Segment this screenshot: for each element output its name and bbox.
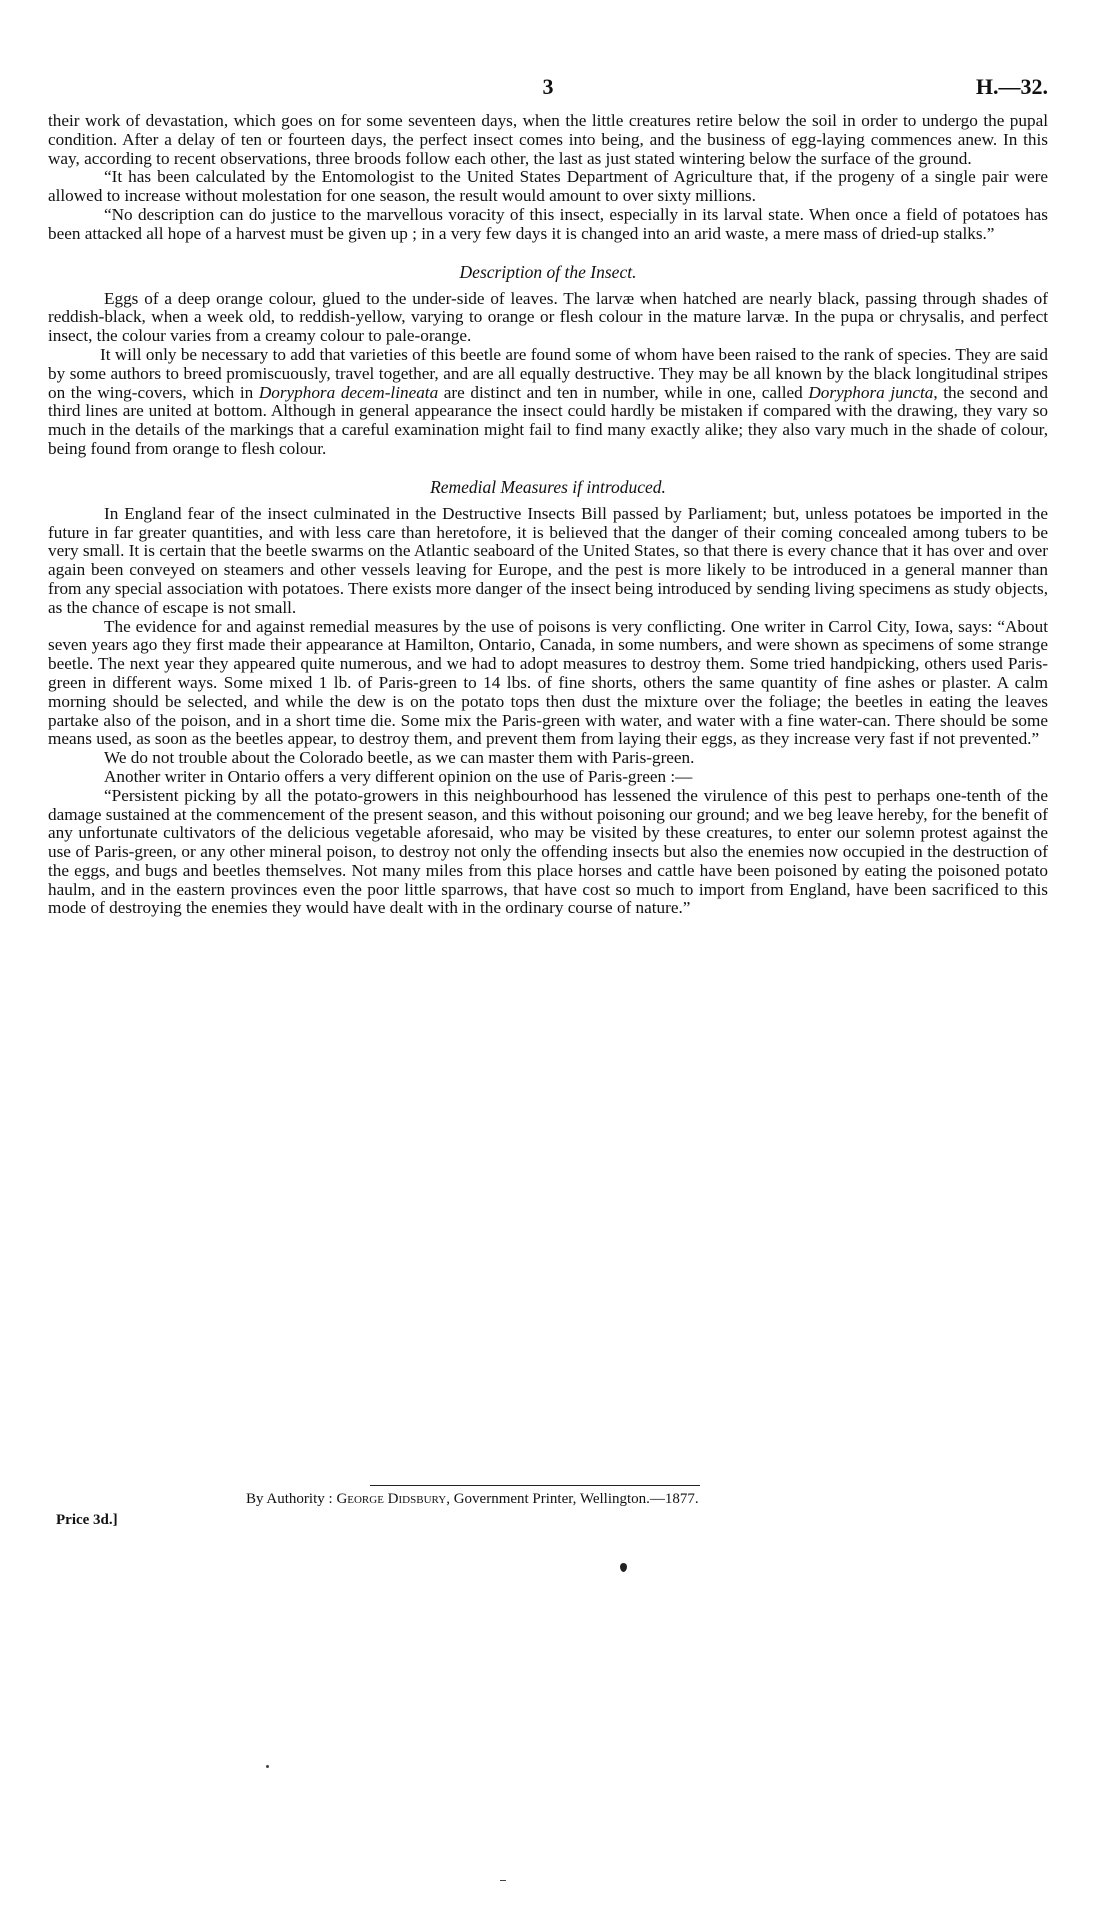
section-heading-remedial: Remedial Measures if introduced. <box>430 476 666 497</box>
species-name-decem-lineata: Doryphora decem-lineata <box>258 382 439 402</box>
printer-imprint <box>246 1491 699 1508</box>
printer-ornament-icon <box>620 1563 627 1572</box>
species-name-juncta: Doryphora juncta <box>808 382 934 402</box>
page-number: 3 <box>542 74 554 99</box>
paragraph-voracity-quote: “No description can do justice to the marvellous voracity of this insect, especially in its larval state. When once a field of potatoes has been attacked all hope of a harvest must be given up ; in a very few days it is changed into an arid waste, a mere mass of dried-up stalks.” <box>48 204 1048 243</box>
paragraph-england: In England fear of the insect culminated in the Destructive Insects Bill passed by Parliament; but, unless potatoes be imported in the future in far greater quantities, and with less care than heretofore, it is believed that the danger of their coming concealed among tubers to be very small. It is certain that the beetle swarms on the Atlantic seaboard of the United States, so that there is every chance that it has over and over again been conveyed on steamers and other vessels leaving for Europe, and the pest is more likely to be introduced in a general manner than from any special association with potatoes. There exists more danger of the insect being introduced by sending living specimens as study objects, as the chance of escape is not small. <box>48 503 1048 617</box>
imprint-suffix: , Government Printer, Wellington.—1877. <box>446 1491 699 1507</box>
body-text <box>48 112 1048 918</box>
imprint-prefix: By Authority : <box>246 1491 337 1507</box>
paragraph-ontario-writer: Another writer in Ontario offers a very different opinion on the use of Paris-green :— <box>104 766 693 786</box>
paragraph-varieties <box>48 346 1048 459</box>
ink-speck <box>266 1765 269 1768</box>
footer-divider <box>370 1485 700 1486</box>
varieties-text-3: , the second and third lines are united at bottom. Although in general appearance the insect could hardly be mistaken if compared with the drawing, they vary so much in the details of the markings that a careful examination might fail to find many exactly alike; they also vary much in the shade of colour, being found from orange to flesh colour. <box>48 382 1048 458</box>
printer-name: George Didsbury <box>336 1491 447 1507</box>
section-heading-description: Description of the Insect. <box>459 261 637 282</box>
page-header <box>48 74 1048 104</box>
document-reference: H.—32. <box>975 74 1048 99</box>
paragraph-continuation: their work of devastation, which goes on for some seventeen days, when the little creatures retire below the soil in order to undergo the pupal condition. After a delay of ten or fourteen days, the perfect insect comes into being, and the business of egg-laying commences anew. In this way, according to recent observations, three broods follow each other, the last as just stated wintering below the surface of the ground. <box>48 111 1048 168</box>
paragraph-colorado-beetle: We do not trouble about the Colorado beetle, as we can master them with Paris-green. <box>104 748 695 768</box>
paragraph-eggs-description: Eggs of a deep orange colour, glued to the under-side of leaves. The larvæ when hatched are nearly black, passing through shades of reddish-black, when a week old, to reddish-yellow, varying to orange or flesh colour in the mature larvæ. In the pupa or chrysalis, and perfect insect, the colour varies from a creamy colour to pale-orange. <box>48 288 1048 346</box>
price-label: Price 3d.] <box>56 1512 118 1528</box>
paragraph-poisons-evidence: The evidence for and against remedial measures by the use of poisons is very conflicting. One writer in Carrol City, Iowa, says: “About seven years ago they first made their appearance at Hamilton, Ontario, Canada, in some numbers, and were shown as specimens of some strange beetle. The next year they appeared quite numerous, and we had to adopt measures to destroy them. Some tried handpicking, others used Paris-green in different ways. Some mixed 1 lb. of Paris-green to 14 lbs. of fine shorts, others the same quantity of fine ashes or plaster. A calm morning should be selected, and while the dew is on the potato tops then dust the mixture over the foliage; the beetles in eating the leaves partake also of the poison, and in a short time die. Some mix the Paris-green with water, and water with a fine water-can. There should be some means used, as soon as the beetles appear, to destroy them, and prevent them from laying their eggs, as they increase very fast if not prevented.” <box>48 616 1048 749</box>
ink-speck <box>500 1880 506 1881</box>
varieties-text-1: It will only be necessary to add that varieties of this beetle are found some of whom have been raised to the rank of species. They are said by some authors to breed promiscuously, travel together, and are all equally destructive. They may be all known by the black longitudinal stripes on the wing-covers, which in <box>48 344 1048 402</box>
paragraph-entomologist-quote: “It has been calculated by the Entomologist to the United States Department of Agriculture that, if the progeny of a single pair were allowed to increase without molestation for one season, the result would amount to over sixty millions. <box>48 167 1048 206</box>
varieties-text-2: are distinct and ten in number, while in one, called <box>438 382 809 402</box>
paragraph-persistent-picking-quote: “Persistent picking by all the potato-growers in this neighbourhood has lessened the virulence of this pest to perhaps one-tenth of the damage sustained at the commencement of the present season, and this without poisoning our ground; and we beg leave hereby, for the benefit of any unfortunate cultivators of the delicious vegetable aforesaid, who may be visited by these creatures, to enter our solemn protest against the use of Paris-green, or any other mineral poison, to destroy not only the offending insects but also the enemies now occupied in the destruction of the eggs, and bugs and beetles themselves. Not many miles from this place horses and cattle have been poisoned by eating the poisoned potato haulm, and in the eastern provinces even the poor little sparrows, that have cost so much to import from England, have been sacrificed to this mode of destroying the enemies they would have dealt with in the ordinary course of nature.” <box>48 785 1048 918</box>
